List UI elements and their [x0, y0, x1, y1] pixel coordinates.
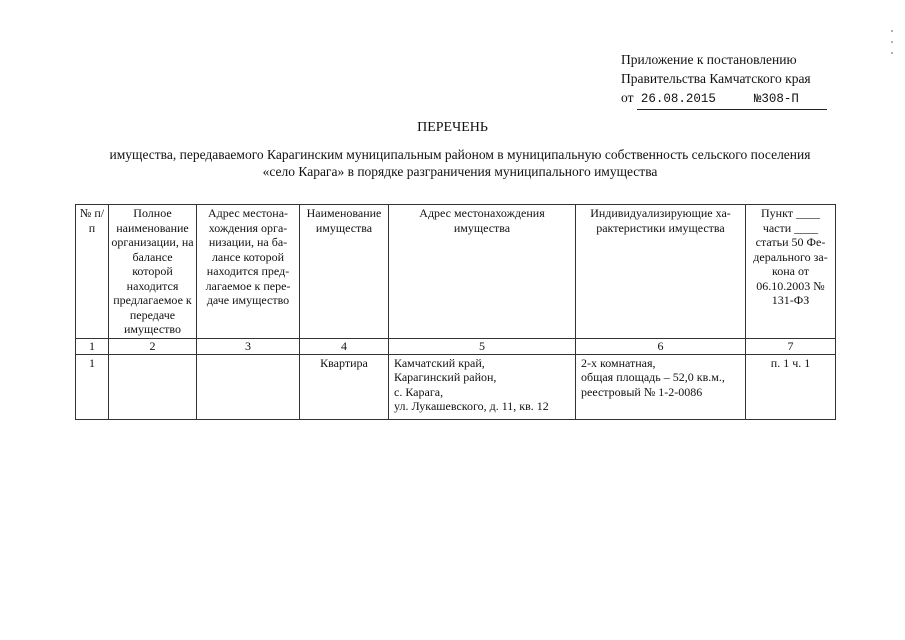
column-header: № п/п: [76, 205, 109, 339]
cell-organization: [109, 354, 197, 419]
cell-characteristics: [576, 354, 746, 419]
column-number: 1: [76, 339, 109, 355]
scan-marks: [891, 30, 897, 63]
appendix-line-2: Правительства Камчатского края: [621, 71, 811, 86]
column-number: 6: [576, 339, 746, 355]
column-number: 3: [197, 339, 300, 355]
appendix-dateline: [621, 88, 827, 110]
address-line: с. Карага,: [394, 384, 444, 399]
appendix-line-1: Приложение к постановлению: [621, 52, 797, 67]
column-header: Адрес местона-хождения орга-низации, на ба-лансе которой находится пред-лагаемое к пере-даче имущество: [197, 205, 300, 339]
column-number: 4: [300, 339, 389, 355]
column-header: Индивидуализирующие ха-рактеристики имущества: [576, 205, 746, 339]
column-header: Пункт ____ части ____ статьи 50 Фе-дерального за-кона от 06.10.2003 № 131-ФЗ: [746, 205, 836, 339]
document-title: ПЕРЕЧЕНЬ: [417, 120, 488, 135]
table-header-row: [76, 205, 836, 339]
column-header: Адрес местонахождения имущества: [389, 205, 576, 339]
date-prefix: от: [621, 90, 634, 105]
resolution-number: №308-П: [754, 90, 827, 110]
resolution-date: 26.08.2015: [637, 90, 754, 110]
cell-property-name: Квартира: [300, 354, 389, 419]
column-number: 2: [109, 339, 197, 355]
characteristics-line: общая площадь – 52,0 кв.м.,: [581, 370, 725, 384]
cell-law-point: п. 1 ч. 1: [746, 354, 836, 419]
subtitle-line-1: имущества, передаваемого Карагинским муниципальным районом в муниципальную собственность сельского поселения: [109, 147, 811, 162]
cell-number: 1: [76, 354, 109, 419]
characteristics-line: 2-х комнатная,: [581, 355, 656, 370]
column-number: 7: [746, 339, 836, 355]
column-header: Наименование имущества: [300, 205, 389, 339]
address-line: ул. Лукашевского, д. 11, кв. 12: [394, 399, 549, 413]
subtitle-line-2: «село Карага» в порядке разграничения муниципального имущества: [262, 164, 658, 179]
column-header: Полное наименование организации, на балансе которой находится предлагаемое к передаче имущество: [109, 205, 197, 339]
appendix-header: [621, 50, 827, 110]
cell-property-address: [389, 354, 576, 419]
document-subtitle: [40, 146, 880, 180]
column-number: 5: [389, 339, 576, 355]
cell-organization-address: [197, 354, 300, 419]
address-line: Карагинский район,: [394, 370, 497, 384]
table-row: [76, 354, 836, 419]
characteristics-line: реестровый № 1-2-0086: [581, 384, 703, 399]
property-table: [75, 204, 836, 420]
address-line: Камчатский край,: [394, 355, 485, 370]
column-number-row: [76, 339, 836, 355]
